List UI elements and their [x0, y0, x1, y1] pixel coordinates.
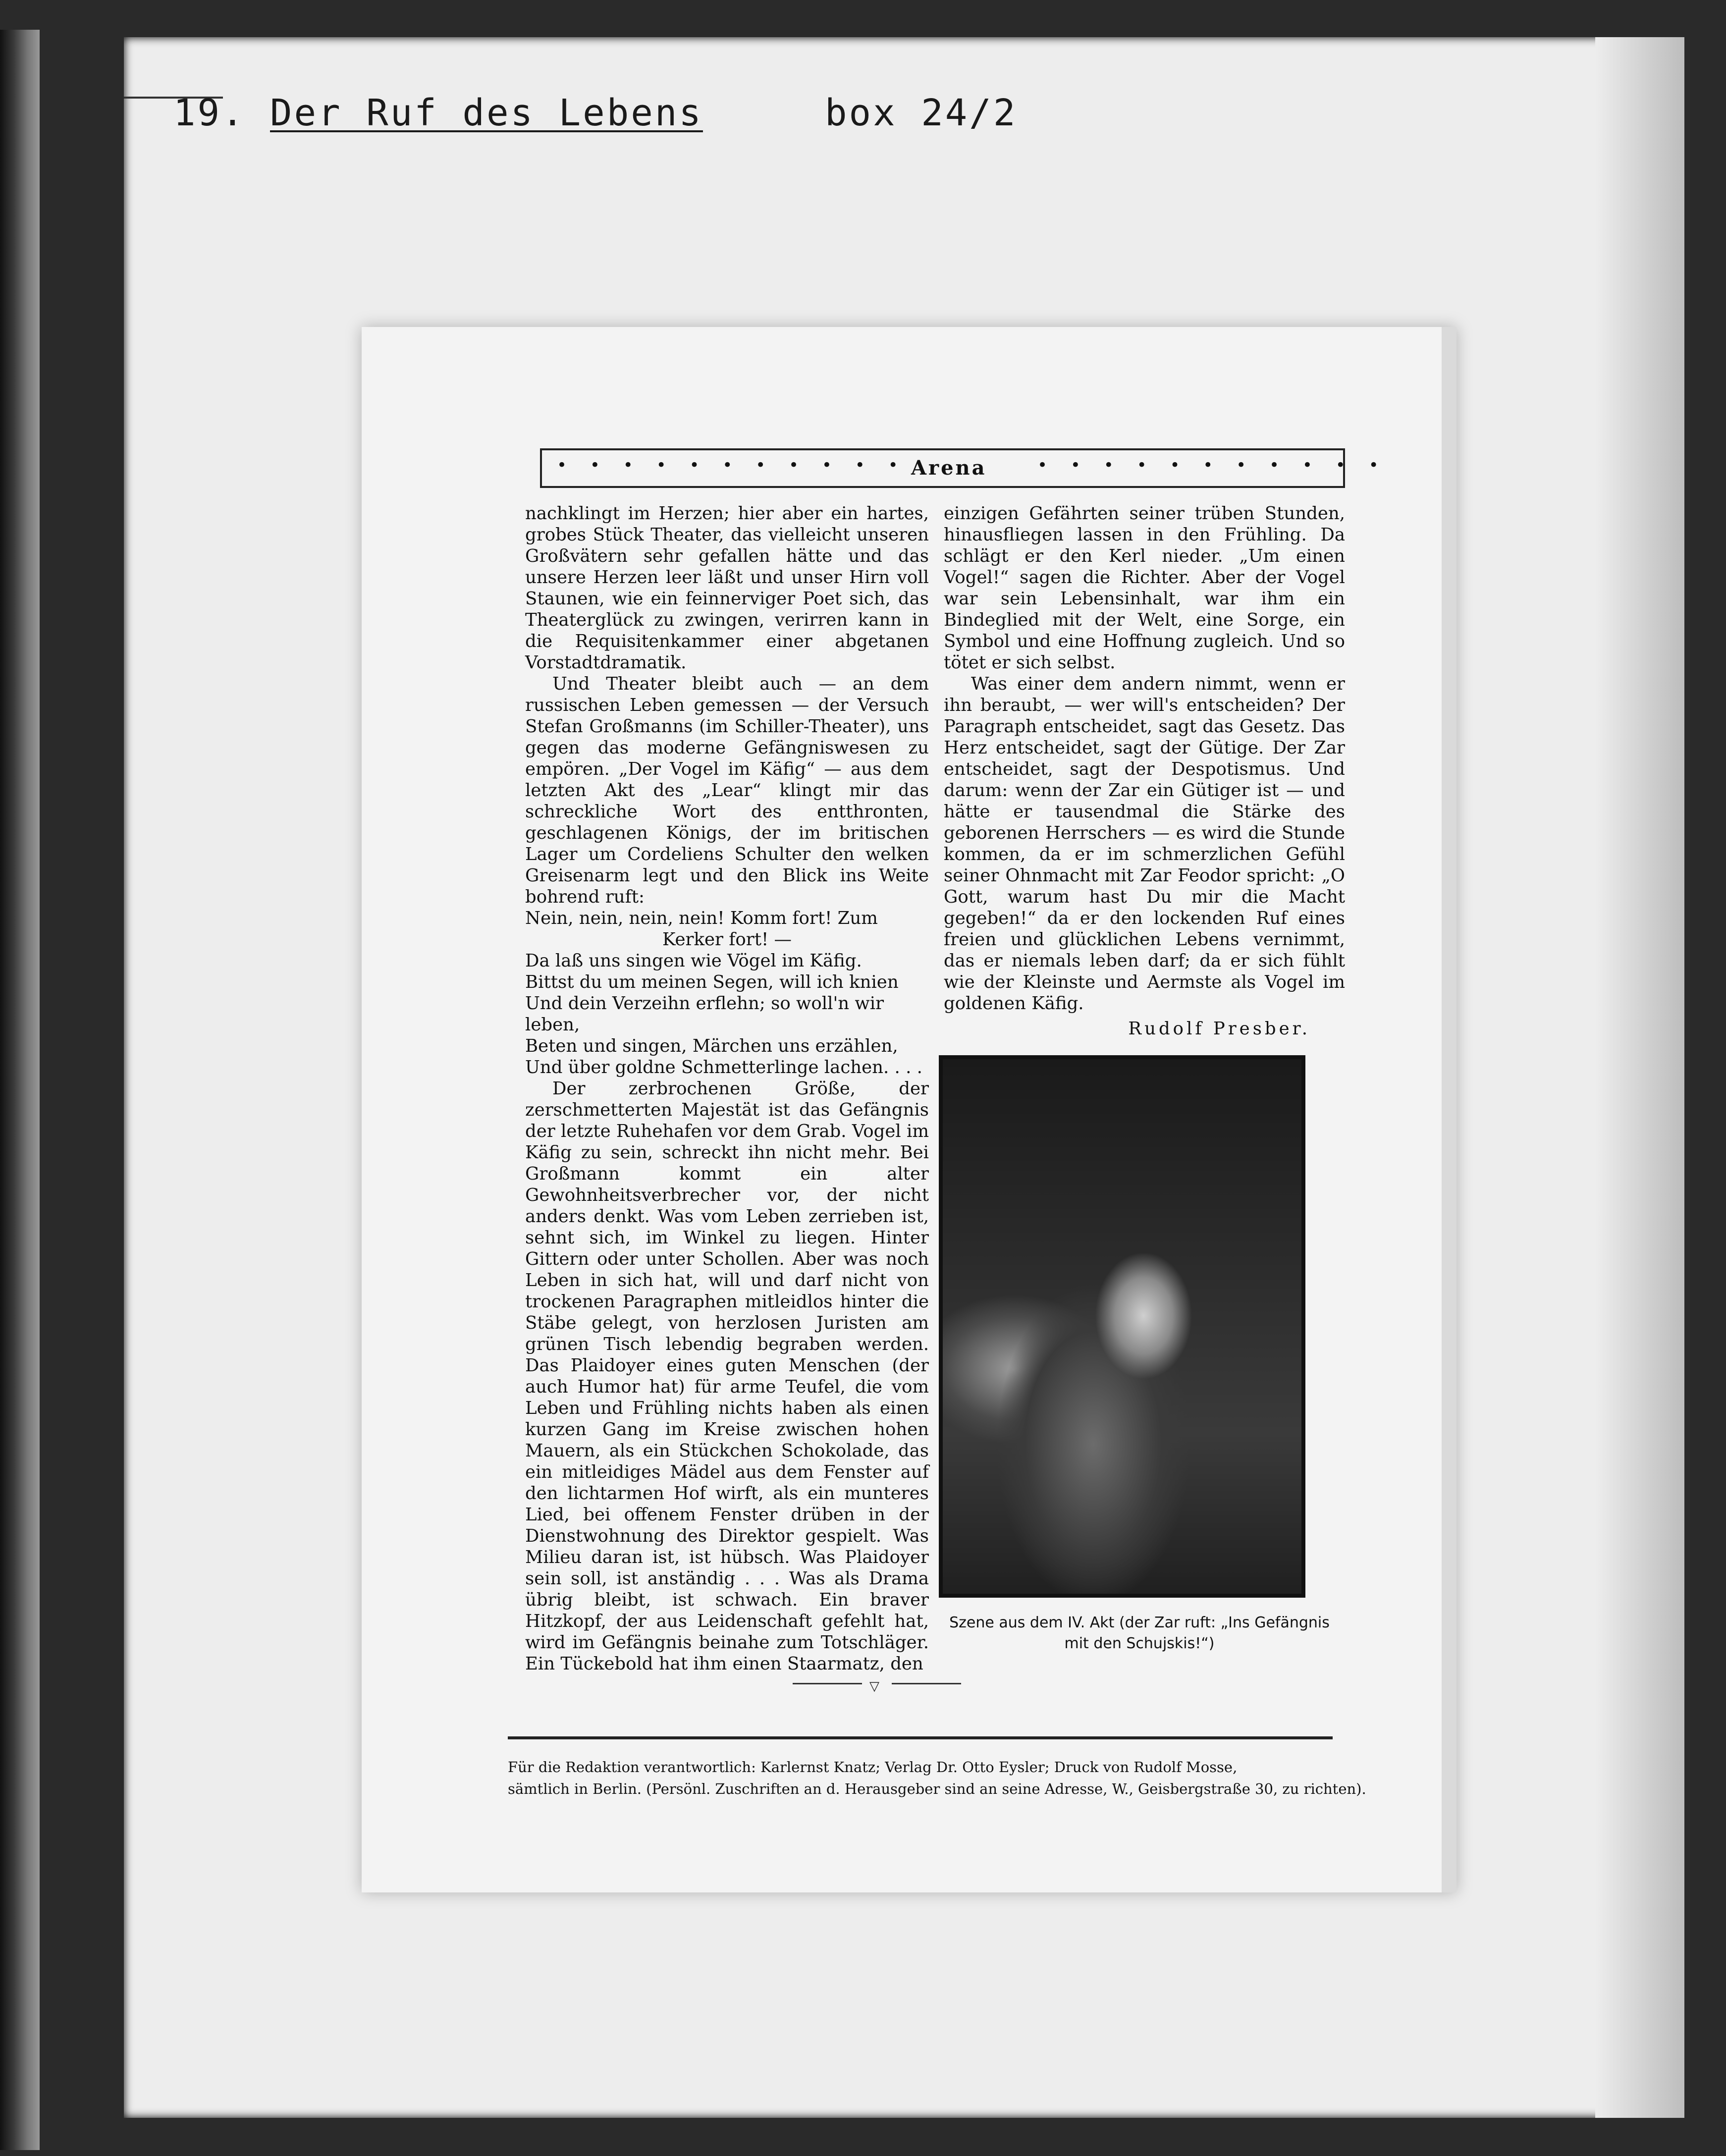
- article-paragraph: Und dein Verzeihn erflehn; so woll'n wir leben,: [525, 993, 884, 1035]
- photo-caption: Szene aus dem IV. Akt (der Zar ruft: „Ins Gefängnis mit den Schujskis!“): [949, 1614, 1330, 1652]
- masthead-title: Arena: [911, 456, 987, 480]
- sheet-shadow: [1595, 37, 1684, 2118]
- article-paragraph: Kerker fort! —: [662, 929, 792, 950]
- masthead: [540, 448, 1388, 488]
- scene-photograph: [939, 1055, 1305, 1598]
- masthead-dots-right: • • • • • • • • • • •: [1037, 455, 1388, 475]
- end-triangle-icon: ▽: [869, 1679, 879, 1694]
- article-paragraph: Und Theater bleibt auch — an dem russischen Leben gemessen — der Versuch Stefan Großmanns (im Schiller-Theater), uns gegen das moderne Gefängniswesen zu empören. „Der Vogel im Käfig“ — aus dem letzten Akt des „Lear“ klingt mir das schreckliche Wort des entthronten, geschlagenen Königs, der im britischen Lager um Cordeliens Schulter den welken Greisenarm legt und den Blick ins Weite bohrend ruft:: [525, 674, 929, 907]
- header-number: 19.: [173, 92, 246, 134]
- article-paragraph: Nein, nein, nein, nein! Komm fort! Zum: [525, 908, 878, 928]
- article-paragraph: Beten und singen, Märchen uns erzählen,: [525, 1036, 898, 1056]
- footer-rule: [508, 1736, 1333, 1739]
- article-paragraph: Was einer dem andern nimmt, wenn er ihn beraubt, — wer will's entscheiden? Der Paragraph entscheidet, sagt das Gesetz. Das Herz entscheidet, sagt der Gütige. Der Zar entscheidet, sagt der Despotismus. Und darum: wenn der Zar ein Gütiger ist — und hätte er tausendmal die Stärke des geborenen Herrschers — es wird die Stunde kommen, da er im schmerzlichen Gefühl seiner Ohnmacht mit Zar Feodor spricht: „O Gott, warum hast Du mir die Macht gegeben!“ da er den lockenden Ruf eines freien und glücklichen Lebens vernimmt, das er niemals leben darf; da er sich fühlt wie der Kleinste und Aermste als Vogel im goldenen Käfig.: [944, 674, 1345, 1014]
- header-title: Der Ruf des Lebens: [270, 92, 703, 134]
- article-paragraph: einzigen Gefährten seiner trüben Stunden, hinausfliegen lassen in den Frühling. Da schlägt er den Kerl nieder. „Um einen Vogel!“ sagen die Richter. Aber der Vogel war sein Lebensinhalt, war ihm ein Bindeglied mit der Welt, eine Sorge, ein Symbol und eine Hoffnung zugleich. Und so tötet er sich selbst.: [944, 503, 1345, 673]
- article-left-column: [525, 503, 929, 1674]
- article-paragraph: Der zerbrochenen Größe, der zerschmetterten Majestät ist das Gefängnis der letzte Ruhehafen vor dem Grab. Vogel im Käfig zu sein, schreckt ihn nicht mehr. Bei Großmann kommt ein alter Gewohnheitsverbrecher vor, der nicht anders denkt. Was vom Leben zerrieben ist, sehnt sich, im Winkel zu liegen. Hinter Gittern oder unter Schollen. Aber was noch Leben in sich hat, will und darf nicht von trockenen Paragraphen mitleidlos hinter die Stäbe gelegt, von herzlosen Juristen am grünen Tisch lebendig begraben werden. Das Plaidoyer eines guten Menschen (der auch Humor hat) für arme Teufel, die vom Leben und Frühling nichts haben als einen kurzen Gang im Kreise zwischen hohen Mauern, als ein Stückchen Schokolade, das ein mitleidiges Mädel aus dem Fenster auf den lichtarmen Hof wirft, als ein munteres Lied, bei offenem Fenster drüben in der Dienstwohnung des Direktor gespielt. Was Milieu daran ist, ist hübsch. Was Plaidoyer sein soll, ist anständig . . . Was als Drama übrig bleibt, ist schwach. Ein braver Hitzkopf, der aus Leidenschaft gefehlt hat, wird im Gefängnis beinahe zum Totschläger. Ein Tückebold hat ihm einen Staarmatz, den: [525, 1078, 929, 1674]
- masthead-dots-left: • • • • • • • • • • •: [557, 455, 907, 475]
- article-paragraph: nachklingt im Herzen; hier aber ein hartes, grobes Stück Theater, das vielleicht unseren Großvätern sehr gefallen hätte und das unsere Herzen leer läßt und unser Hirn voll Staunen, wie ein feinnerviger Poet sich, das Theaterglück zu zwingen, verirren kann in die Requisitenkammer einer abgetanen Vorstadtdramatik.: [525, 503, 929, 673]
- article-paragraph: Da laß uns singen wie Vögel im Käfig.: [525, 951, 862, 971]
- article-paragraph: Bittst du um meinen Segen, will ich knien: [525, 972, 899, 992]
- imprint-line-1: Für die Redaktion verantwortlich: Karlernst Knatz; Verlag Dr. Otto Eysler; Druck von Rudolf Mosse,: [508, 1759, 1238, 1776]
- article-end-mark: [793, 1677, 961, 1692]
- author-line: [944, 1018, 1320, 1039]
- article-paragraph: Und über goldne Schmetterlinge lachen. . . .: [525, 1057, 922, 1078]
- imprint-footer: [508, 1756, 1366, 1800]
- article-right-column: [944, 503, 1345, 1014]
- article-author: Rudolf Presber.: [1128, 1019, 1310, 1039]
- header-box-label: box 24/2: [825, 92, 1018, 134]
- adjacent-page-edge: [0, 30, 40, 2150]
- imprint-line-2: sämtlich in Berlin. (Persönl. Zuschriften an d. Herausgeber sind an seine Adresse, W., Geisbergstraße 30, zu richten).: [508, 1780, 1366, 1797]
- archive-header: [173, 92, 1263, 146]
